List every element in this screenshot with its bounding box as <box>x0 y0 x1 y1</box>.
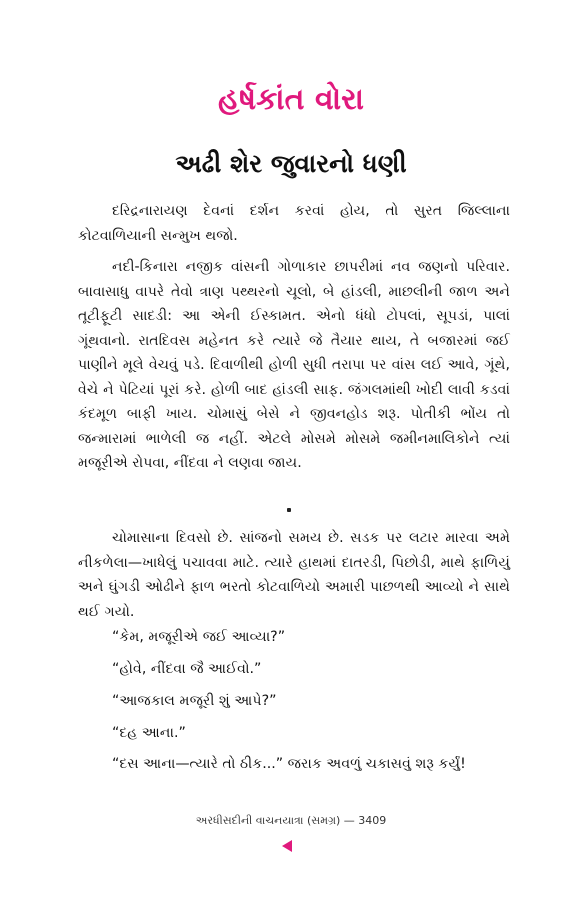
paragraph-text: દરિદ્રનારાયણ દેવનાં દર્શન કરવાં હોય, તો સુરત જિલ્લાના કોટવાળિયાની સન્મુખ થજો. <box>78 203 510 244</box>
dialogue-line-4: “દહ આના.” <box>112 725 186 741</box>
section-divider-dot <box>287 508 291 512</box>
paragraph-text: નદી-કિનારા નજીક વાંસની ગોળાકાર છાપરીમાં નવ જણનો પરિવાર. બાવાસાધુ વાપરે તેવો ત્રાણ પથ્થરનો ચૂલો, બે હાંડલી, માછલીની જાળ અને તૂટીફૂટી સાદડી: આ એની ઈસ્કામત. એનો ધંધો ટોપલાં, સૂપડાં, પાલાં ગૂંથવાનો. રાતદિવસ મહેનત કરે ત્યારે જે તૈયાર થાય, તે બજારમાં જઈ પાણીને મૂલે વેચવું પડે. દિવાળીથી હોળી સુધી તરાપા પર વાંસ લઈ આવે, ગૂંથે, વેચે ને પેટિયાં પૂરાં કરે. હોળી બાદ હાંડલી સાફ. જંગલમાંથી ખોદી લાવી કડવાં કંદમૂળ બાફી ખાય. ચોમાસું બેસે ને જીવનહોડ શરૂ. પોતીકી ભોંય તો જન્મારામાં ભાળેલી જ નહીં. એટલે મોસમે મોસમે જમીનમાલિકોને ત્યાં મજૂરીએ રોપવા, નીંદવા ને લણવા જાય. <box>78 259 510 471</box>
body-paragraph-2 <box>78 255 510 476</box>
page-footer: અરધીસદીની વાચનયાત્રા (સમગ્ર) — 3409 <box>195 814 387 827</box>
author-name: હર્ષકાંત વોરા <box>217 82 364 117</box>
dialogue-line-2: “હોવે, નીંદવા જૈ આઈવો.” <box>112 661 262 677</box>
dialogue-line-1: “કેમ, મજૂરીએ જઈ આવ્યા?” <box>112 629 286 645</box>
previous-page-arrow-icon[interactable] <box>282 840 292 852</box>
body-paragraph-1 <box>78 199 510 248</box>
dialogue-line-5: “દસ આના—ત્યારે તો ઠીક...” જરાક અવળું ચકાસવું શરૂ કર્યું! <box>112 756 466 772</box>
dialogue-line-3: “આજકાલ મજૂરી શું આપે?” <box>112 693 277 709</box>
paragraph-text: ચોમાસાના દિવસો છે. સાંજનો સમય છે. સડક પર લટાર મારવા અમે નીકળેલા—ખાધેલું પચાવવા માટે. ત્યારે હાથમાં દાતરડી, પિછોડી, માથે ફાળિયું અને ઘુંગડી ઓઢીને ફાળ ભરતો કોટવાળિયો અમારી પાછળથી આવ્યો ને સાથે થઈ ગયો. <box>78 530 510 620</box>
body-paragraph-3 <box>78 526 510 624</box>
story-title: અઢી શેર જુવારનો ધણી <box>175 149 407 178</box>
